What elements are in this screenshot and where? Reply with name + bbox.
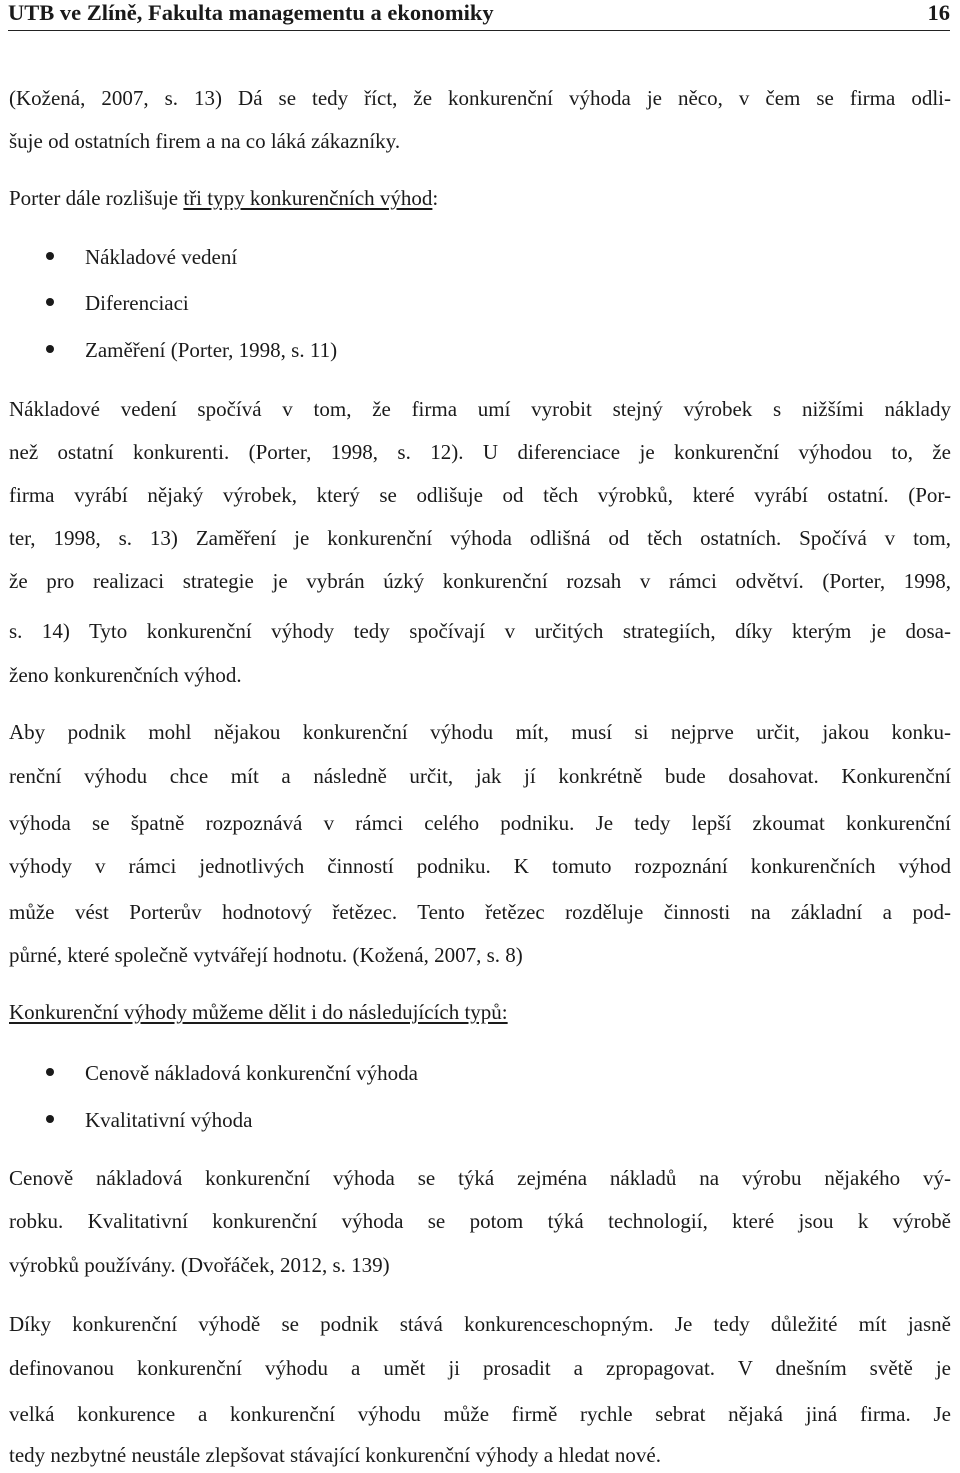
- text-line: než ostatní konkurenti. (Porter, 1998, s. 12). U diferenciace je konkurenční výhodou to, že: [9, 440, 951, 464]
- porter-intro: [9, 184, 438, 212]
- text-line: definovanou konkurenční výhodu a umět ji prosadit a zpropagovat. V dnešním světě je: [9, 1356, 951, 1380]
- text-line: ter, 1998, s. 13) Zaměření je konkurenční výhoda odlišná od těch ostatních. Spočívá v tom,: [9, 526, 951, 550]
- text-line: výhoda se špatně rozpoznává v rámci celého podniku. Je tedy lepší zkoumat konkurenční: [9, 811, 951, 835]
- text-line: že pro realizaci strategie je vybrán úzký konkurenční rozsah v rámci odvětví. (Porter, 1998,: [9, 569, 951, 593]
- bullet-icon: [46, 1115, 54, 1123]
- text-line: šuje od ostatních firem a na co láká zákazníky.: [9, 129, 401, 153]
- text-line: ženo konkurenčních výhod.: [9, 663, 242, 687]
- list-item: [0, 289, 960, 317]
- section-heading: Konkurenční výhody můžeme dělit i do následujících typů:: [9, 1000, 508, 1024]
- bullet-icon: [46, 1068, 54, 1076]
- list-item: [0, 1106, 960, 1134]
- list-item: [0, 336, 960, 364]
- bullet-icon: [46, 298, 54, 306]
- bullet-icon: [46, 252, 54, 260]
- text-line: Aby podnik mohl nějakou konkurenční výhodu mít, musí si nejprve určit, jakou konku-: [9, 720, 951, 744]
- text-line: s. 14) Tyto konkurenční výhody tedy spočívají v určitých strategiích, díky kterým je dosa-: [9, 619, 951, 643]
- text-line: renční výhodu chce mít a následně určit, jak jí konkrétně bude dosahovat. Konkurenční: [9, 764, 951, 788]
- list-item: [0, 243, 960, 271]
- text-line: může vést Porterův hodnotový řetězec. Tento řetězec rozděluje činnosti na základní a pod-: [9, 900, 951, 924]
- text-line: Nákladové vedení spočívá v tom, že firma umí vyrobit stejný výrobek s nižšími náklady: [9, 397, 951, 421]
- list-item-text: Cenově nákladová konkurenční výhoda: [85, 1061, 418, 1085]
- list-item: [0, 1059, 960, 1087]
- text-line: tedy nezbytné neustále zlepšovat stávající konkurenční výhody a hledat nové.: [9, 1443, 661, 1467]
- text-line: robku. Kvalitativní konkurenční výhoda se potom týká technologií, které jsou k výrobě: [9, 1209, 951, 1233]
- page-header: [8, 0, 950, 31]
- text-line: velká konkurence a konkurenční výhodu může firmě rychle sebrat nějaká jiná firma. Je: [9, 1402, 951, 1426]
- text-line: výrobků používány. (Dvořáček, 2012, s. 139): [9, 1253, 390, 1277]
- text-line: firma vyrábí nějaký výrobek, který se odlišuje od těch výrobků, které vyrábí ostatní. (Por-: [9, 483, 951, 507]
- bullet-icon: [46, 345, 54, 353]
- page-number: 16: [927, 0, 950, 25]
- list-item-text: Diferenciaci: [85, 291, 189, 315]
- header-title: UTB ve Zlíně, Fakulta managementu a ekonomiky: [8, 0, 494, 25]
- text-line: (Kožená, 2007, s. 13) Dá se tedy říct, že konkurenční výhoda je něco, v čem se firma odli-: [9, 86, 951, 110]
- text-span: :: [432, 186, 439, 210]
- text-line: výhody v rámci jednotlivých činností podniku. K tomuto rozpoznání konkurenčních výhod: [9, 854, 951, 878]
- text-line: Díky konkurenční výhodě se podnik stává konkurenceschopným. Je tedy důležité mít jasně: [9, 1312, 951, 1336]
- list-item-text: Zaměření (Porter, 1998, s. 11): [85, 338, 338, 362]
- text-line: Cenově nákladová konkurenční výhoda se týká zejména nákladů na výrobu nějakého vý-: [9, 1166, 951, 1190]
- list-item-text: Nákladové vedení: [85, 245, 238, 269]
- text-line: půrné, které společně vytvářejí hodnotu. (Kožená, 2007, s. 8): [9, 943, 523, 967]
- text-span: Porter dále rozlišuje: [9, 186, 184, 210]
- list-item-text: Kvalitativní výhoda: [85, 1108, 253, 1132]
- underlined-text: tři typy konkurenčních výhod: [183, 186, 433, 210]
